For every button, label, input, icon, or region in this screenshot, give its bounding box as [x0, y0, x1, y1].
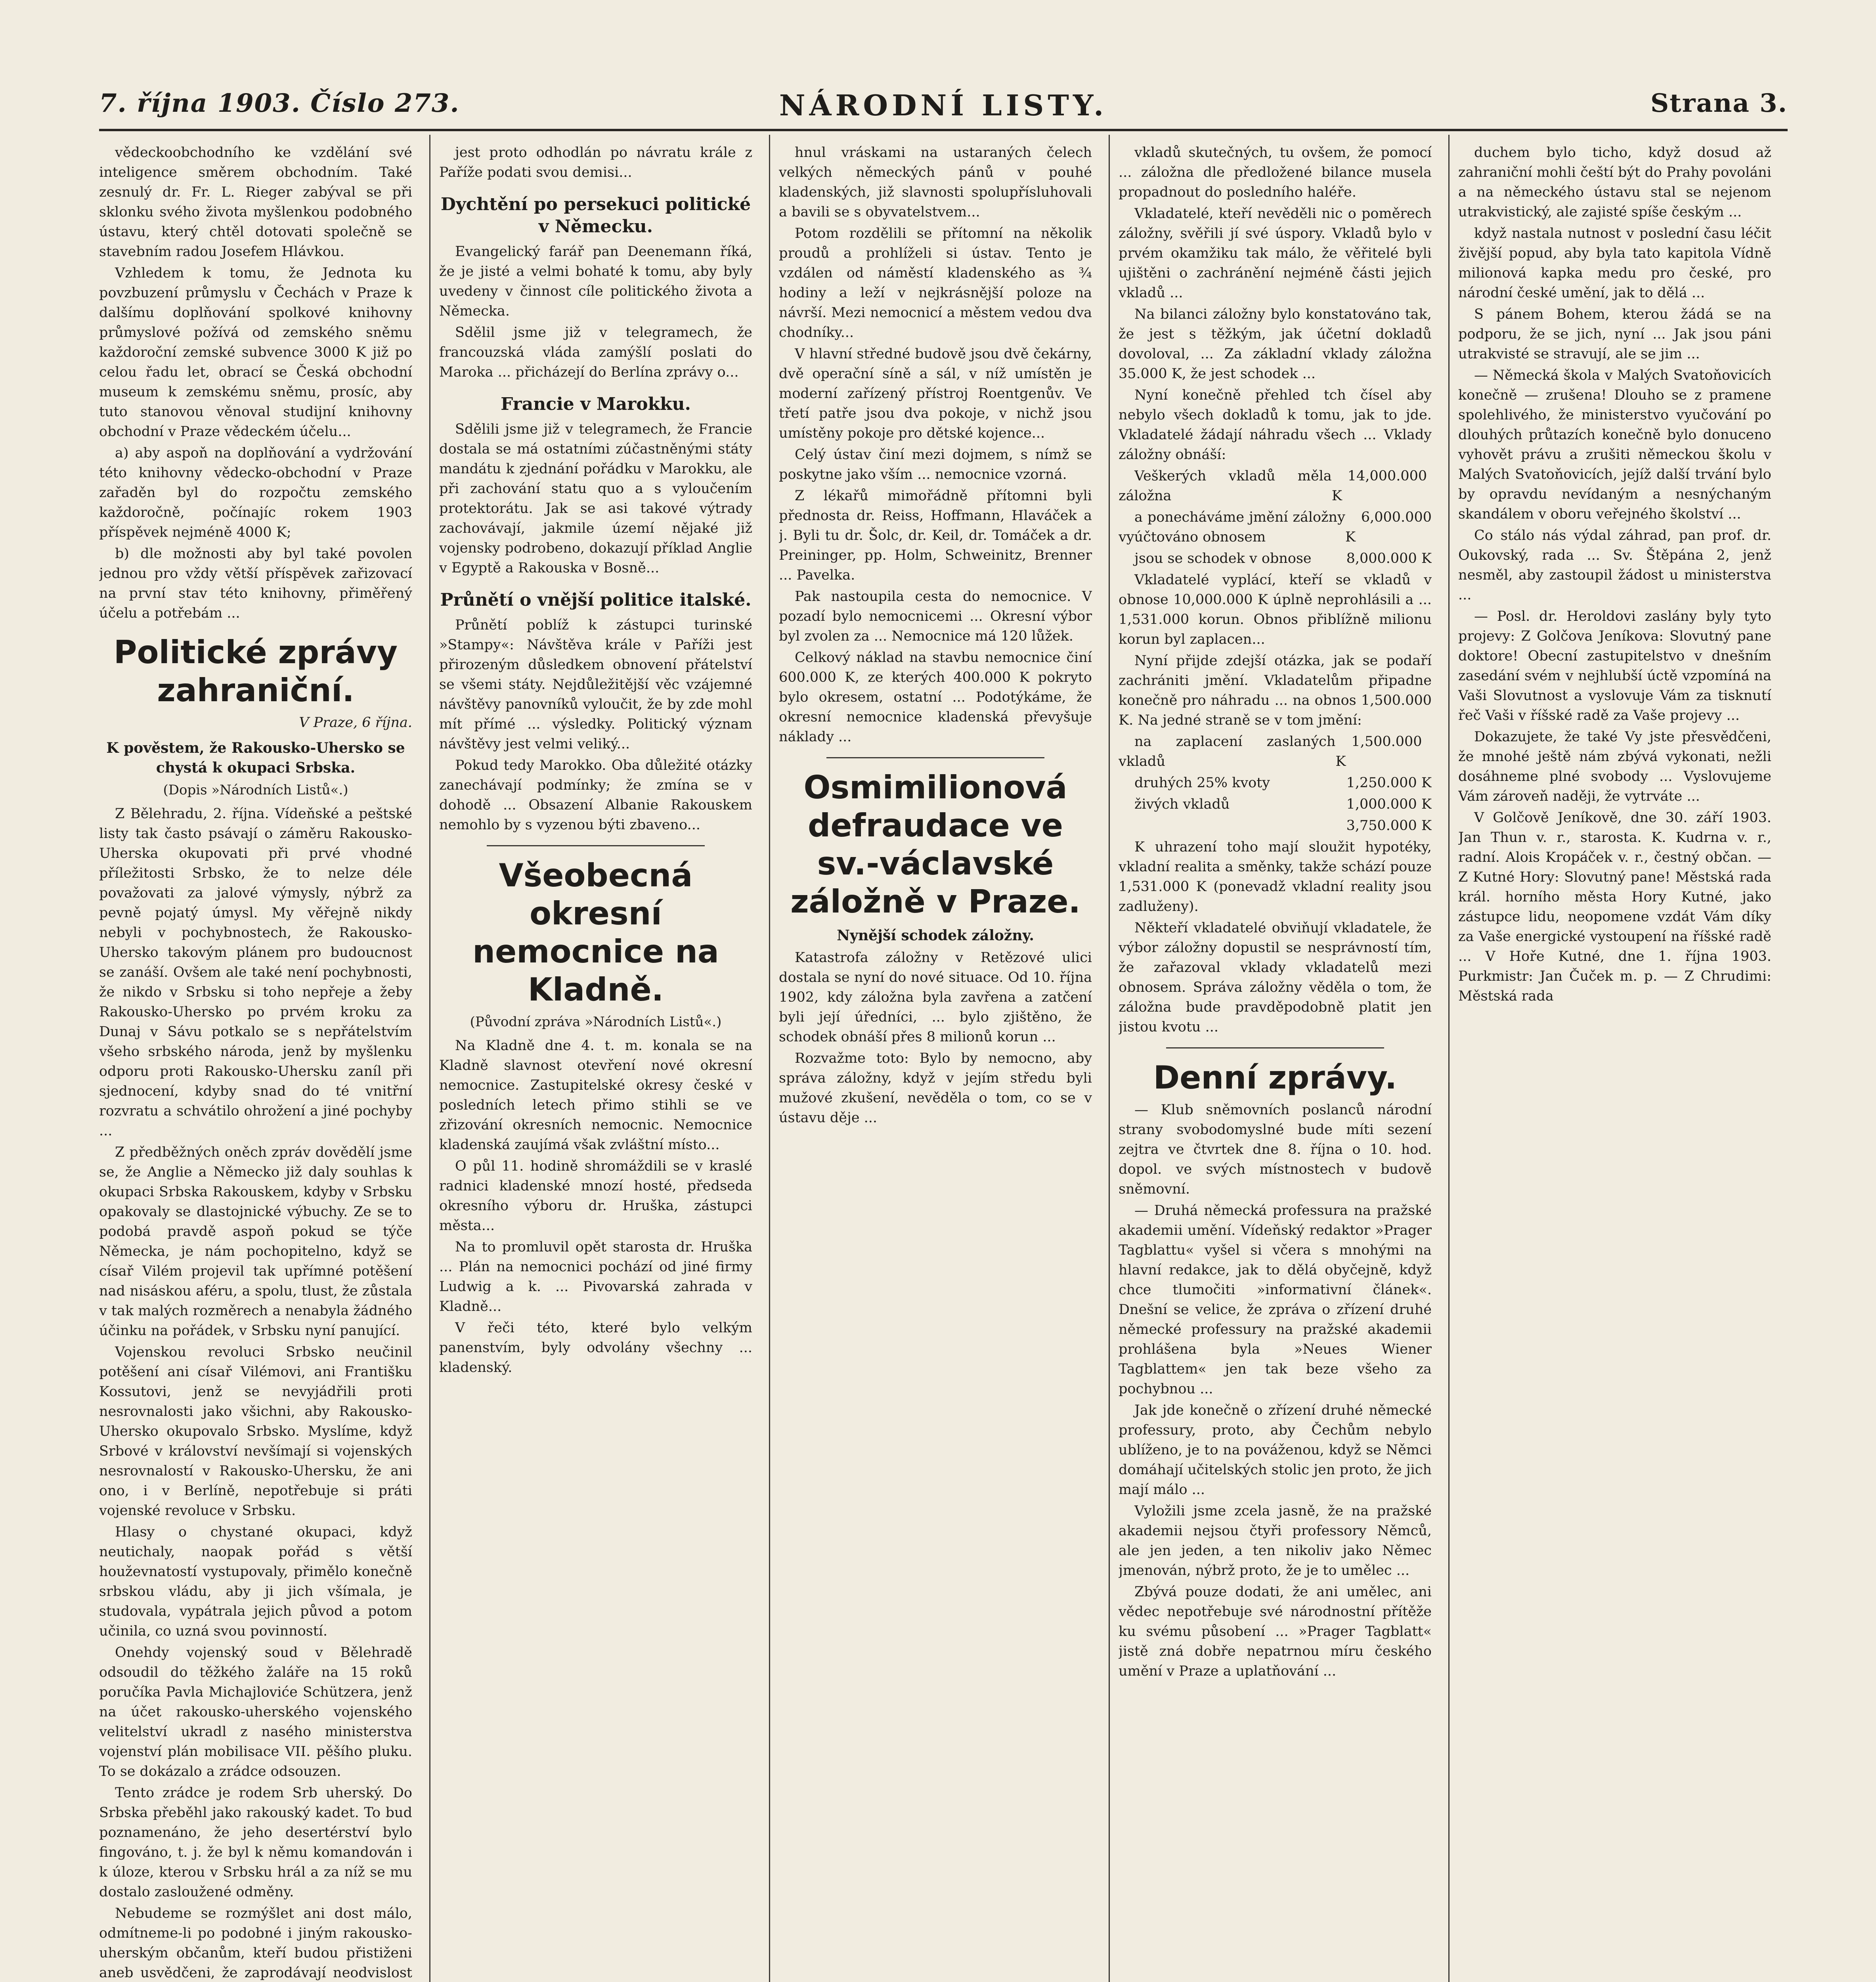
amount-row [1119, 816, 1432, 836]
article-paragraph: Sdělili jsme již v telegramech, že Francie dostala se má ostatními zúčastněnými státy mandátu k zjednání pořádku v Marokku, ale při zachování statu quo a s vyloučením protektorátu. Jak se asi takové výtrady zachovávají, jakmile území nějaké již vojensky podrobeno, dokazují příklad Anglie v Egyptě a Rakouska v Bosně... [439, 421, 752, 576]
article-paragraph: Z předběžných oněch zpráv dovědělí jsme se, že Anglie a Německo již daly souhlas k okupaci Srbska Rakouskem, kdyby v Srbsku opakovaly se dlastojnické výbuchy. Ze se to podobá pravdě aspoň pokud se týče Německa, je nám pochopitelno, když se císař Vilém projevil tak upřímné potěšení nad nisáskou aféru, a spolu, tlust, že zůstala v tak malých rozměrech a nenabyla žádného účinku na pořádek, v Srbsku nyní panující. [99, 1144, 412, 1339]
section-divider [487, 845, 705, 846]
amount-label: jsou se schodek v obnose [1134, 551, 1312, 566]
article-paragraph: V Golčově Jeníkově, dne 30. září 1903. Jan Thun v. r., starosta. K. Kudrna v. r., radní. Alois Kropáček v. r., čestný občan. — Z Kutné Hory: Slovutný pane! Městská rada král. horního města Hory Kutné, jako zástupce lidu, neopomene vzdát Vám díky za Vaše energické vystoupení na říšské radě ... V Hoře Kutné, dne 1. října 1903. Purkmistr: Jan Čuček m. p. — Z Chrudimi: Městská rada [1458, 810, 1771, 1004]
article-paragraph: V hlavní středné budově jsou dvě čekárny, dvě operační síně a sál, v níž umístěn je moderní zařízený přístroj Roentgenův. Ve třetí patře jsou dva pokoje, v nichž jsou umístěny pokoje pro dětské kojence... [779, 346, 1092, 441]
article-headline: Francie v Marokku. [501, 394, 691, 414]
column-2 [439, 143, 752, 1982]
amount-row [1119, 507, 1432, 547]
article-paragraph: — Druhá německá professura na pražské akademii umění. Vídeňský redaktor »Prager Tagblattu« vyšel si včera s mnohými na hlavní redakce, jak to dělá obyčejně, když chce tlumočiti »informativní článek«. Dnešní se velice, že zpráva o zřízení druhé německé professury na pražské akademii prohlášena byla »Neues Wiener Tagblattem« jen tak beze všeho za pochybnou ... [1119, 1203, 1432, 1397]
column-4 [1119, 143, 1432, 1982]
article-paragraph: — Klub sněmovních poslanců národní strany svobodomyslné bude míti sezení zejtra ve čtvrtek dne 8. října o 10. hod. dopol. ve svých místnostech v budově sněmovní. [1119, 1102, 1432, 1197]
amount-label: druhých 25% kvoty [1134, 775, 1270, 791]
article-headline: Průnětí o vnější politice italské. [440, 590, 752, 610]
article-paragraph: duchem bylo ticho, když dosud až zahraniční mohli čeští být do Prahy povoláni a na německého ústavu stal se nejenom utrakvistický, ale zajisté spíše českým ... [1458, 145, 1771, 220]
amount-value: 8,000.000 K [1346, 551, 1432, 566]
article-paragraph: K uhrazení toho mají sloužit hypotéky, vkladní realita a směnky, takže schází pouze 1,531.000 K (ponevadž vkladní reality jsou zadluženy). [1119, 839, 1432, 914]
issue-date: 7. října 1903. Číslo 273. [99, 88, 460, 118]
article-paragraph: S pánem Bohem, kterou žádá se na podporu, že se jich, nyní ... Jak jsou páni utrakvisté se stravují, ale se jim ... [1458, 306, 1771, 362]
article-paragraph: vkladů skutečných, tu ovšem, že pomocí ... záložna dle předložené bilance musela propadnout do posledního haléře. [1119, 145, 1432, 200]
amount-label: na zaplacení zaslaných vkladů [1119, 734, 1336, 769]
column-5 [1458, 143, 1771, 1982]
article-paragraph: Dokazujete, že také Vy jste přesvědčeni, že mnohé ještě nám zbývá vykonati, nežli dosáhneme plné svobody ... Vyslovujeme Vám zároveň naději, že vytrváte ... [1458, 729, 1771, 804]
page-number: Strana 3. [1650, 88, 1788, 118]
amount-value: 14,000.000 K [1331, 468, 1427, 504]
article-paragraph: Hlasy o chystané okupaci, když neutichaly, naopak pořád s větší houževnatostí vystupovaly, přimělo konečně srbskou vládu, aby ji jich všímala, je studovala, vypátrala jejich původ a potom učinila, co uzná svou povinností. [99, 1524, 412, 1639]
amount-label: a ponecháváme jmění záložny vyúčtováno obnosem [1119, 509, 1345, 545]
article-paragraph: Jak jde konečně o zřízení druhé německé professury, proto, aby Čechům nebylo ublíženo, je to na pováženou, když se Němci domáhají učitelských stolic jen proto, že jich mají málo ... [1119, 1402, 1432, 1498]
article-paragraph: Z lékařů mimořádně přítomni byli přednosta dr. Reiss, Hoffmann, Hlaváček a j. Byli tu dr. Šolc, dr. Keil, dr. Tomáček a dr. Preininger, pp. Holm, Schweinitz, Brenner ... Pavelka. [779, 488, 1092, 583]
article-paragraph: Zbývá pouze dodati, že ani umělec, ani vědec nepotřebuje své národnostní přítěže ku svému působení ... »Prager Tagblatt« jistě zná dobře nepatrnou míru českého umění v Praze a uplatňování ... [1119, 1584, 1432, 1679]
article-paragraph: Vojenskou revoluci Srbsko neučinil potěšení ani císař Vilémovi, ani Františku Kossutovi, jenž se nevyjádřili proti nesrovnalosti jako všichni, aby Rakousko-Uhersko okupovalo Srbsko. Myslíme, když Srbové v království nevšímají si vojenských nesrovnalostí v Rakousko-Uhersku, že ani ono, i v Berlíně, nepotřebuje si práti vojenské revoluce v Srbsku. [99, 1344, 412, 1519]
amount-value: 1,000.000 K [1346, 796, 1432, 812]
amount-value: 1,250.000 K [1346, 775, 1432, 791]
amount-value: 6,000.000 K [1345, 509, 1432, 545]
article-paragraph: jest proto odhodlán po návratu krále z Paříže podati svou demisi... [439, 145, 752, 180]
article-paragraph: Na to promluvil opět starosta dr. Hruška ... Plán na nemocnici pochází od jiné firmy Ludwig a k. ... Pivovarská zahrada v Kladně... [439, 1239, 752, 1314]
article-paragraph: Na Kladně dne 4. t. m. konala se na Kladně slavnost otevření nové okresní nemocnice. Zastupitelské okresy české v posledních letech přimo stihli se ve zřizování okresních nemocnic. Nemocnice kladenská zaujímá však zvláštní místo... [439, 1038, 752, 1153]
article-paragraph: — Německá škola v Malých Svatoňovicích konečně — zrušena! Dlouho se z pramene spolehlivého, že ministerstvo vyučování po dlouhých průtazích konečně bylo donuceno vyhovět právu a zrušiti německou školu v Malých Svatoňovicích, jejíž další trvání bylo by opravdu nevídaným a nesnýchaným skandálem v oboru veřejného školství ... [1458, 367, 1771, 522]
article-paragraph: O půl 11. hodině shromáždili se v kraslé radnici kladenské mnozí hosté, předseda okresního výboru dr. Hruška, zástupci města... [439, 1158, 752, 1234]
article-paragraph: Nyní přijde zdejší otázka, jak se podaří zachrániti jmění. Vkladatelům připadne konečně pro náhradu ... na obnos 1,500.000 K. Na jedné straně se v tom jmění: [1119, 653, 1432, 728]
amount-row [1119, 732, 1432, 771]
article-paragraph: Vzhledem k tomu, že Jednota ku povzbuzení průmyslu v Čechách v Praze k dalšímu doplňování spolkové knihovny průmyslové požívá od zemského sněmu každoroční zemské subvence 3000 K již po celou řadu let, obrací se Česká obchodní museum k zemskému sněmu, prosíc, aby tuto stanovou věnoval studijní knihovny obchodní v Praze vědeckém účelu... [99, 265, 412, 440]
section-heading: Osmimilionová defraudace ve sv.-václavské záložně v Praze. [790, 769, 1080, 920]
article-paragraph: Celý ústav činí mezi dojmem, s nímž se poskytne jako vším ... nemocnice vzorná. [779, 447, 1092, 482]
article-paragraph: — Posl. dr. Heroldovi zaslány byly tyto projevy: Z Golčova Jeníkova: Slovutný pane doktore! Obecní zastupitelstvo v dnešním zasedání svém v nejhlubší úctě vzpomíná na Vaši Slovutnost a vyslovuje Vám za tisknutí řeč Vaši v říšské radě za Vaše projevy ... [1458, 608, 1771, 723]
amount-label: živých vkladů [1134, 796, 1230, 812]
amount-label: Veškerých vkladů měla záložna [1119, 468, 1332, 504]
column-rule [429, 135, 430, 1982]
article-paragraph: hnul vráskami na ustaraných čelech velkých německých pánů v pouhé kladenských, již slavnosti spolupřísluhovali a bavili se s obyvatelstvem... [779, 145, 1092, 220]
amount-row [1119, 773, 1432, 793]
column-rule [1109, 135, 1110, 1982]
source-note: (Původní zpráva »Národních Listů«.) [470, 1014, 722, 1030]
page-header [99, 85, 1788, 131]
article-paragraph: Tento zrádce je rodem Srb uherský. Do Srbska přeběhl jako rakouský kadet. To bud poznamenáno, že jeho desertérství bylo fingováno, t. j. že byl k němu komandován i k úloze, kterou v Srbsku hrál a za níž se mu dostalo zasloužené odměny. [99, 1785, 412, 1900]
section-divider [826, 757, 1044, 758]
column-1 [99, 143, 412, 1982]
amount-row [1119, 466, 1432, 506]
article-paragraph: b) dle možnosti aby byl také povolen jednou pro vždy větší příspěvek zařizovací na první stav této knihovny, přiměřený účelu a potřebám ... [99, 546, 412, 621]
article-paragraph: Nyní konečně přehled tch čísel aby nebylo všech dokladů k tomu, jak to jde. Vkladatelé žádají náhradu všech ... Vklady záložny obnáší: [1119, 387, 1432, 463]
source-note: (Dopis »Národních Listů«.) [163, 782, 348, 798]
article-paragraph: Nebudeme se rozmýšlet ani dost málo, odmítneme-li po podobné i jiným rakousko-uherským občanům, kteří budou přistiženi aneb usvědčeni, že zaprodávají neodvislost [99, 1905, 412, 1981]
article-paragraph: Sdělil jsme již v telegramech, že francouzská vláda zamýšlí poslati do Maroka ... přicházejí do Berlína zprávy o... [439, 325, 752, 380]
amount-row [1119, 794, 1432, 814]
article-paragraph: V řeči této, které bylo velkým panenstvím, byly odvolány všechny ... kladenský. [439, 1320, 752, 1376]
article-paragraph: Vkladatelé vyplácí, kteří se vkladů v obnose 10,000.000 K úplně neprohlásili a ... 1,531.000 korun. Obnos přiblížně milionu korun byl zaplacen... [1119, 572, 1432, 647]
article-paragraph: Co stálo nás výdal záhrad, pan prof. dr. Oukovský, rada ... Sv. Štěpána 2, jenž nesměl, aby zastoupil žádost u ministerstva ... [1458, 528, 1771, 603]
article-headline: K pověstem, že Rakousko-Uhersko se chystá k okupaci Srbska. [106, 740, 405, 776]
amount-value: 1,500.000 K [1335, 734, 1422, 769]
column-rule [769, 135, 770, 1982]
article-paragraph: Vkladatelé, kteří nevěděli nic o poměrech záložny, svěřili jí své úspory. Vkladů bylo v prvém okamžiku tak málo, že věřitelé byli ujištěni o zachránění nejméně části jejich vkladů ... [1119, 206, 1432, 301]
article-paragraph: Onehdy vojenský soud v Bělehradě odsoudil do těžkého žaláře na 15 roků poručíka Pavla Michajloviće Schützera, jenž na účet rakousko-uherského vojenského velitelství ukradl z nasého ministerstva vojenství plán mobilisace VII. pěšího pluku. To se dokázalo a zrádce odsouzen. [99, 1645, 412, 1779]
article-headline: Dychtění po persekuci politické v Německu. [440, 194, 751, 237]
newspaper-title: NÁRODNÍ LISTY. [779, 88, 1108, 122]
column-rule [1448, 135, 1450, 1982]
amount-value: 3,750.000 K [1346, 818, 1432, 834]
byline: V Praze, 6 října. [299, 715, 412, 731]
article-paragraph: Celkový náklad na stavbu nemocnice činí 600.000 K, ze kterých 400.000 K pokryto bylo okresem, ostatní ... Podotýkáme, že okresní nemocnice kladenská převyšuje náklady ... [779, 650, 1092, 745]
article-paragraph: Pak nastoupila cesta do nemocnice. V pozadí bylo nemocnicemi ... Okresní výbor byl zvolen za ... Nemocnice má 120 lůžek. [779, 589, 1092, 644]
article-paragraph: Pokud tedy Marokko. Oba důležité otázky zanechávají podmínky; že zmína se v dohodě ... Obsazení Albanie Rakouskem nemohlo by s vyzenou býti zbaveno... [439, 758, 752, 833]
article-paragraph: Někteří vkladatelé obviňují vkladatele, že výbor záložny dopustil se nesprávností tím, že zařazoval vklady vkladatelů mezi obnosem. Správa záložny věděla o tom, že záložna bude pravděpodobně platit jen jistou kvotu ... [1119, 920, 1432, 1035]
section-heading: Politické zprávy zahraniční. [113, 634, 398, 709]
section-heading: Denní zprávy. [1153, 1059, 1397, 1096]
article-paragraph: Potom rozdělili se přítomní na několik proudů a prohlíželi si ústav. Tento je vzdálen od náměstí kladenského as ¾ hodiny a leží v nejkrásnější poloze na návrší. Mezi nemocnicí a městem vedou dva chodníky... [779, 226, 1092, 341]
section-heading: Všeobecná okresní nemocnice na Kladně. [472, 857, 719, 1008]
article-paragraph: a) aby aspoň na doplňování a vydržování této knihovny vědecko-obchodní v Praze zařaděn byl do rozpočtu zemského každoročně, počínajíc rokem 1903 příspěvek nejméně 4000 K; [99, 445, 412, 540]
article-paragraph: Evangelický farář pan Deenemann říká, že je jisté a velmi bohaté k tomu, aby byly uvedeny v činnost cíle politického života a Německa. [439, 244, 752, 319]
article-paragraph: Na bilanci záložny bylo konstatováno tak, že jest s těžkým, jak účetní dokladů dovoloval, ... Za základní vklady záložna 35.000 K, že jest schodek ... [1119, 306, 1432, 382]
amount-row [1119, 549, 1432, 568]
article-paragraph: Průnětí poblíž k zástupci turinské »Stampy«: Návštěva krále v Paříži jest přirozeným důsledkem obnovení přátelství se všemi státy. Nejdůležitější věc vzájemné návštěvy panovníků vyloučit, že by zde mohl mít přímé ... výsledky. Politický význam návštěvy jest velmi veliký... [439, 617, 752, 752]
article-headline: Nynější schodek záložny. [837, 927, 1034, 944]
article-paragraph: vědeckoobchodního ke vzdělání své inteligence směrem obchodním. Také zesnulý dr. Fr. L. Rieger zabýval se při sklonku svého života myšlenkou podobného ústavu, který chtěl dotovati společně se stavebním radou Josefem Hlávkou. [99, 145, 412, 260]
article-paragraph: když nastala nutnost v poslední času léčit živější popud, aby byla tato kapitola Vídně milionová kapka medu pro české, pro národní české umění, jak to dělá ... [1458, 226, 1771, 301]
article-paragraph: Katastrofa záložny v Retězové ulici dostala se nyní do nové situace. Od 10. října 1902, kdy záložna byla zavřena a zatčení byli její úředníci, ... bylo zjištěno, že schodek obnáší přes 8 milionů korun ... [779, 950, 1092, 1045]
article-paragraph: Vyložili jsme zcela jasně, že na pražské akademii nejsou čtyři professory Němců, ale jen jeden, a ten nikoliv jako Němec jmenován, nýbrž proto, že je to umělec ... [1119, 1503, 1432, 1578]
section-divider [1166, 1047, 1384, 1048]
column-3 [779, 143, 1092, 1982]
article-paragraph: Rozvažme toto: Bylo by nemocno, aby správa záložny, když v jejím středu byli mužové zkušení, nevěděla o tom, co se v ústavu děje ... [779, 1050, 1092, 1126]
article-paragraph: Z Bělehradu, 2. října. Vídeňské a peštské listy tak často psávají o záměru Rakousko-Uherska okupovati při prvé vhodné příležitosti Srbsko, že to nelze déle považovati za jalové výmysly, nýbrž za pevně pojatý úmysl. My věřejně nikdy nebyli v pochybnostech, že Rakousko-Uhersko takovým plánem pro budoucnost se zanáší. Ovšem ale také není pochybnosti, že nikdo v Srbsku si toho nepřeje a žeby Rakousko-Uhersko po prvém kroku za Dunaj v Sávu potkalo se s nepřátelstvím všeho srbského národa, jenž by myšlenku odporu proti Rakousko-Uhersku zaníl při sjednocení, kdyby snad do té vnitřní rozvratu a schvátilo ohrožení a jiné pochyby ... [99, 806, 412, 1139]
